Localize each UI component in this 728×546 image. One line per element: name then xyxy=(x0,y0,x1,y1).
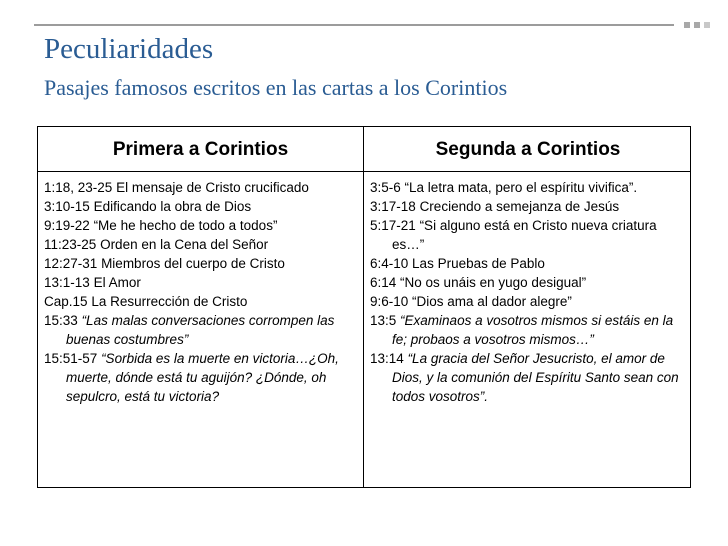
list-item xyxy=(44,311,362,349)
passage-quote: “Las malas conversaciones corrompen las buenas costumbres” xyxy=(66,313,335,347)
header-primera-corintios: Primera a Corintios xyxy=(112,139,289,160)
decorative-top-bar xyxy=(34,22,700,28)
passages-table xyxy=(37,126,691,488)
passage-ref: 5:17-21 xyxy=(370,218,416,233)
passage-text: “No os unáis en yugo desigual” xyxy=(400,275,587,290)
column-divider xyxy=(363,127,364,487)
list-item xyxy=(44,349,362,406)
header-divider xyxy=(38,171,690,172)
list-item xyxy=(370,197,688,216)
passage-ref: Cap.15 xyxy=(44,294,88,309)
passage-ref: 15:51-57 xyxy=(44,351,98,366)
passage-ref: 3:17-18 xyxy=(370,199,416,214)
passage-text: Creciendo a semejanza de Jesús xyxy=(419,199,620,214)
list-item xyxy=(370,216,688,254)
passage-ref: 9:6-10 xyxy=(370,294,409,309)
decor-square xyxy=(694,22,700,28)
segunda-corintios-column xyxy=(370,178,688,406)
passage-text: El Amor xyxy=(93,275,141,290)
list-item xyxy=(44,178,362,197)
list-item xyxy=(370,254,688,273)
passage-ref: 13:14 xyxy=(370,351,404,366)
passage-text: Orden en la Cena del Señor xyxy=(100,237,269,252)
list-item xyxy=(370,273,688,292)
decor-square xyxy=(704,22,710,28)
passage-text: El mensaje de Cristo crucificado xyxy=(116,180,309,195)
passage-quote: “Examinaos a vosotros mismos si estáis en la fe; probaos a vosotros mismos…” xyxy=(392,313,674,347)
list-item xyxy=(370,178,688,197)
passage-text: “Dios ama al dador alegre” xyxy=(412,294,572,309)
passage-ref: 6:4-10 xyxy=(370,256,409,271)
slide-title: Peculiaridades xyxy=(44,33,214,65)
passage-text: Las Pruebas de Pablo xyxy=(412,256,545,271)
passage-ref: 15:33 xyxy=(44,313,78,328)
passage-ref: 9:19-22 xyxy=(44,218,90,233)
passage-text: “Me he hecho de todo a todos” xyxy=(93,218,278,233)
passage-ref: 6:14 xyxy=(370,275,397,290)
list-item xyxy=(44,216,362,235)
passage-ref: 3:5-6 xyxy=(370,180,401,195)
list-item xyxy=(370,311,688,349)
list-item xyxy=(44,273,362,292)
passage-ref: 13:1-13 xyxy=(44,275,90,290)
passage-text: Edificando la obra de Dios xyxy=(93,199,252,214)
top-rule xyxy=(34,24,674,26)
header-segunda-corintios: Segunda a Corintios xyxy=(435,139,621,160)
slide-subtitle: Pasajes famosos escritos en las cartas a los Corintios xyxy=(44,75,508,100)
passage-ref: 11:23-25 xyxy=(44,237,97,252)
list-item xyxy=(44,254,362,273)
passage-text: Miembros del cuerpo de Cristo xyxy=(101,256,285,271)
decor-square xyxy=(684,22,690,28)
passage-ref: 12:27-31 xyxy=(44,256,98,271)
passage-ref: 3:10-15 xyxy=(44,199,90,214)
passage-ref: 1:18, 23-25 xyxy=(44,180,113,195)
passage-quote: “La gracia del Señor Jesucristo, el amor de Dios, y la comunión del Espíritu Santo sean con todos vosotros”. xyxy=(392,351,679,404)
passage-quote: “Sorbida es la muerte en victoria…¿Oh, muerte, dónde está tu aguijón? ¿Dónde, oh sepulcro, está tu victoria? xyxy=(66,351,339,404)
passage-ref: 13:5 xyxy=(370,313,397,328)
list-item xyxy=(44,292,362,311)
list-item xyxy=(370,292,688,311)
list-item xyxy=(44,235,362,254)
passage-text: La Resurrección de Cristo xyxy=(91,294,248,309)
primera-corintios-column xyxy=(44,178,362,406)
list-item xyxy=(44,197,362,216)
passage-text: “La letra mata, pero el espíritu vivifica”. xyxy=(404,180,638,195)
passage-text: “Si alguno está en Cristo nueva criatura es…” xyxy=(392,218,657,252)
list-item xyxy=(370,349,688,406)
